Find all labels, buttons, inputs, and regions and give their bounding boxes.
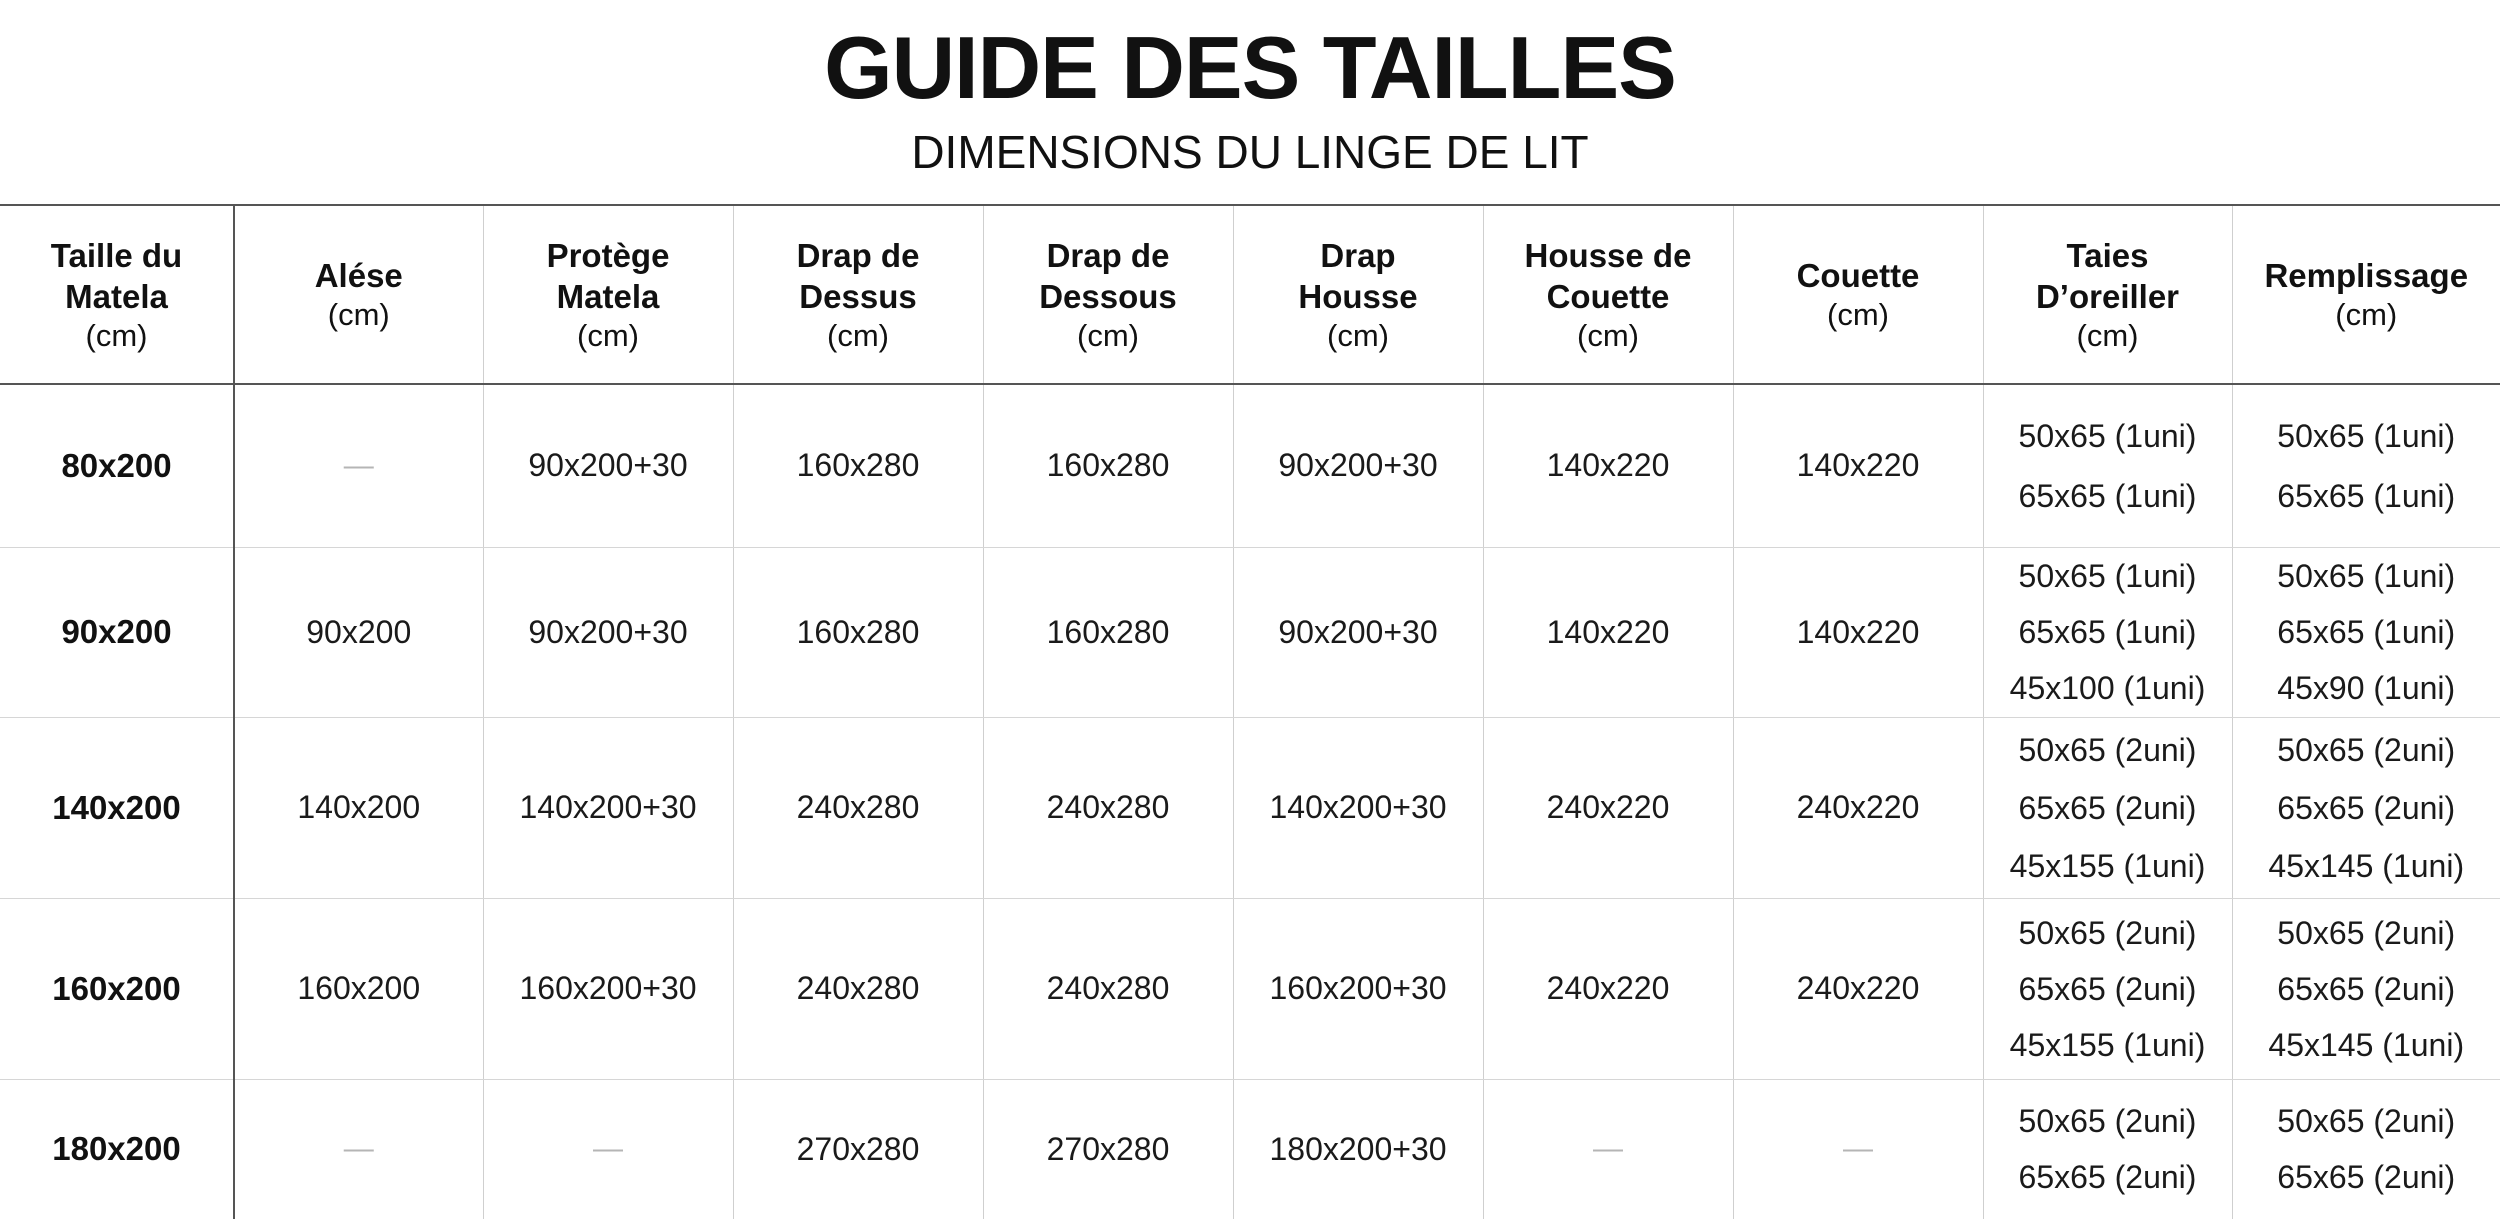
alese-cell: 90x200 [234, 547, 483, 717]
column-header-drap-dessous [983, 205, 1233, 384]
drap-dessous-cell: 160x280 [983, 547, 1233, 717]
taie-size: 45x155 (1uni) [2009, 847, 2206, 884]
column-unit: (cm) [1077, 317, 1139, 353]
alese-cell: — [234, 384, 483, 547]
remplissage-cell [2232, 1079, 2500, 1219]
column-header-mattress-size [0, 205, 234, 384]
taie-size: 45x155 (1uni) [2009, 1026, 2206, 1063]
column-unit: (cm) [827, 317, 889, 353]
remplissage-size: 45x145 (1uni) [2268, 1026, 2465, 1063]
taies-cell [1983, 898, 2232, 1079]
column-name: Taille du Matela [50, 236, 183, 315]
drap-dessous-cell: 240x280 [983, 898, 1233, 1079]
couette-cell: 140x220 [1733, 547, 1983, 717]
column-header-alese [234, 205, 483, 384]
column-name: Housse de Couette [1524, 236, 1692, 315]
remplissage-size: 65x65 (2uni) [2277, 789, 2456, 826]
page-subtitle: DIMENSIONS DU LINGE DE LIT [911, 126, 1589, 178]
drap-dessus-cell: 160x280 [733, 547, 983, 717]
remplissage-size: 50x65 (1uni) [2277, 417, 2456, 454]
alese-cell: 140x200 [234, 717, 483, 898]
couette-cell: — [1733, 1079, 1983, 1219]
column-unit: (cm) [327, 297, 390, 332]
column-name: Protège Matela [546, 236, 670, 315]
remplissage-size: 65x65 (1uni) [2277, 614, 2456, 650]
protege-cell: 160x200+30 [483, 898, 733, 1079]
column-unit: (cm) [2335, 297, 2398, 332]
taies-cell [1983, 547, 2232, 717]
remplissage-cell [2232, 384, 2500, 547]
taie-size: 65x65 (1uni) [2018, 477, 2197, 514]
taies-cell [1983, 1079, 2232, 1219]
housse-couette-cell: 140x220 [1483, 547, 1733, 717]
taie-size: 50x65 (1uni) [2018, 558, 2197, 594]
taies-cell [1983, 717, 2232, 898]
mattress-size-cell: 160x200 [0, 898, 234, 1079]
drap-dessus-cell: 270x280 [733, 1079, 983, 1219]
drap-dessous-cell: 240x280 [983, 717, 1233, 898]
drap-dessus-cell: 160x280 [733, 384, 983, 547]
taie-size: 50x65 (2uni) [2018, 1103, 2197, 1140]
column-name: Drap de Dessus [796, 236, 920, 315]
column-name: Drap Housse [1298, 236, 1418, 315]
column-name: Remplissage [2264, 257, 2469, 294]
protege-cell: 140x200+30 [483, 717, 733, 898]
table-row [0, 898, 2500, 1079]
remplissage-size: 50x65 (2uni) [2277, 914, 2456, 951]
column-header-drap-dessus [733, 205, 983, 384]
column-unit: (cm) [85, 317, 148, 353]
remplissage-cell [2232, 717, 2500, 898]
drap-dessus-cell: 240x280 [733, 898, 983, 1079]
remplissage-size: 65x65 (1uni) [2277, 477, 2456, 514]
mattress-size-cell: 90x200 [0, 547, 234, 717]
table-row [0, 547, 2500, 717]
protege-cell: 90x200+30 [483, 547, 733, 717]
column-header-housse-couette [1483, 205, 1733, 384]
remplissage-cell [2232, 898, 2500, 1079]
column-name: Couette [1796, 257, 1920, 294]
remplissage-cell [2232, 547, 2500, 717]
housse-couette-cell: 240x220 [1483, 898, 1733, 1079]
column-unit: (cm) [1577, 317, 1639, 353]
drap-housse-cell: 180x200+30 [1233, 1079, 1483, 1219]
taie-size: 65x65 (2uni) [2018, 970, 2197, 1007]
drap-dessous-cell: 160x280 [983, 384, 1233, 547]
column-header-couette [1733, 205, 1983, 384]
table-row [0, 717, 2500, 898]
column-header-protege-matela [483, 205, 733, 384]
remplissage-size: 45x145 (1uni) [2268, 847, 2465, 884]
taie-size: 45x100 (1uni) [2009, 670, 2206, 706]
column-unit: (cm) [1827, 297, 1889, 332]
alese-cell: 160x200 [234, 898, 483, 1079]
couette-cell: 240x220 [1733, 898, 1983, 1079]
page-title: GUIDE DES TAILLES [824, 18, 1676, 117]
mattress-size-cell: 80x200 [0, 384, 234, 547]
column-header-drap-housse [1233, 205, 1483, 384]
column-name: Drap de Dessous [1039, 236, 1177, 315]
table-row [0, 384, 2500, 547]
mattress-size-cell: 140x200 [0, 717, 234, 898]
drap-housse-cell: 90x200+30 [1233, 547, 1483, 717]
housse-couette-cell: 140x220 [1483, 384, 1733, 547]
size-table [0, 204, 2500, 1219]
column-name: Taies D’oreiller [2035, 236, 2180, 315]
column-name: Alése [314, 257, 403, 294]
taie-size: 50x65 (2uni) [2018, 914, 2197, 951]
couette-cell: 140x220 [1733, 384, 1983, 547]
remplissage-size: 45x90 (1uni) [2277, 670, 2456, 706]
housse-couette-cell: — [1483, 1079, 1733, 1219]
drap-housse-cell: 140x200+30 [1233, 717, 1483, 898]
protege-cell: — [483, 1079, 733, 1219]
drap-housse-cell: 160x200+30 [1233, 898, 1483, 1079]
remplissage-size: 50x65 (2uni) [2277, 731, 2456, 768]
remplissage-size: 65x65 (2uni) [2277, 970, 2456, 1007]
housse-couette-cell: 240x220 [1483, 717, 1733, 898]
couette-cell: 240x220 [1733, 717, 1983, 898]
taie-size: 65x65 (1uni) [2018, 614, 2197, 650]
remplissage-size: 50x65 (1uni) [2277, 558, 2456, 594]
drap-dessous-cell: 270x280 [983, 1079, 1233, 1219]
column-unit: (cm) [577, 317, 639, 353]
header-row [0, 205, 2500, 384]
drap-dessus-cell: 240x280 [733, 717, 983, 898]
mattress-size-cell: 180x200 [52, 1130, 181, 1168]
column-unit: (cm) [1327, 317, 1389, 353]
column-unit: (cm) [2076, 317, 2139, 353]
drap-housse-cell: 90x200+30 [1233, 384, 1483, 547]
alese-cell: — [234, 1079, 483, 1219]
taies-cell [1983, 384, 2232, 547]
remplissage-size: 65x65 (2uni) [2277, 1159, 2456, 1196]
table-row [0, 1079, 2500, 1219]
column-header-remplissage [2232, 205, 2500, 384]
taie-size: 50x65 (1uni) [2018, 417, 2197, 454]
protege-cell: 90x200+30 [483, 384, 733, 547]
taie-size: 50x65 (2uni) [2018, 731, 2197, 768]
remplissage-size: 50x65 (2uni) [2277, 1103, 2456, 1140]
taie-size: 65x65 (2uni) [2018, 789, 2197, 826]
taie-size: 65x65 (2uni) [2018, 1159, 2197, 1196]
column-header-taies [1983, 205, 2232, 384]
